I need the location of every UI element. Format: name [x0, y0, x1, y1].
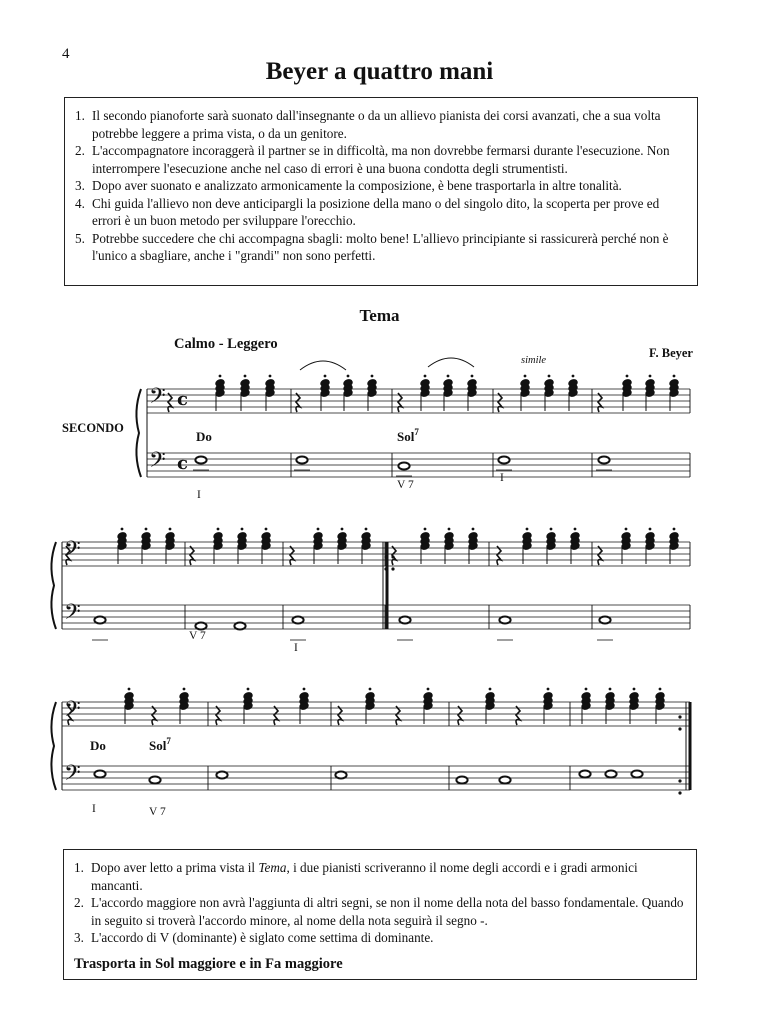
transpose-instruction: Trasporta in Sol maggiore e in Fa maggiore — [74, 955, 343, 972]
quarter-rest — [598, 393, 602, 412]
whole-note — [234, 623, 245, 630]
staccato-dot — [471, 375, 474, 378]
time-signature: c — [177, 453, 188, 474]
exercise-item — [74, 859, 686, 894]
bass-clef: 𝄢 — [149, 384, 166, 414]
staccato-dot — [183, 688, 186, 691]
system-brace — [51, 542, 56, 629]
quarter-rest — [498, 393, 502, 412]
whole-note — [149, 777, 160, 784]
staccato-dot — [649, 528, 652, 531]
repeat-dot — [384, 567, 387, 570]
staccato-dot — [219, 375, 222, 378]
item-number: 2. — [74, 895, 84, 910]
staccato-dot — [365, 528, 368, 531]
slur — [300, 361, 346, 370]
chord-label: Sol$^7$ — [149, 736, 171, 753]
whole-note — [335, 772, 346, 779]
bass-clef: 𝄢 — [64, 761, 81, 791]
whole-note — [499, 777, 510, 784]
whole-note — [94, 771, 105, 778]
staccato-dot — [472, 528, 475, 531]
chord-label: Do — [90, 738, 106, 753]
item-text: L'accompagnatore incoraggerà il partner se in difficoltà, ma non dovrebbe fermarsi durante l'esecuzione. Non interrompere l'esecuzione anche nel caso di errori è una buona condotta degli strumentisti. — [92, 143, 670, 176]
quarter-rest — [598, 546, 602, 565]
staccato-dot — [447, 375, 450, 378]
staccato-dot — [369, 688, 372, 691]
staccato-dot — [241, 528, 244, 531]
instrument-label: SECONDO — [62, 421, 124, 435]
section-title: Tema — [359, 306, 400, 325]
page-number: 4 — [62, 46, 70, 62]
staccato-dot — [526, 528, 529, 531]
staccato-dot — [448, 528, 451, 531]
staccato-dot — [673, 528, 676, 531]
expression-mark: simile — [521, 355, 547, 366]
staccato-dot — [609, 688, 612, 691]
staccato-dot — [169, 528, 172, 531]
page-title: Beyer a quattro mani — [265, 58, 494, 85]
staccato-dot — [128, 688, 131, 691]
staccato-dot — [341, 528, 344, 531]
whole-note — [605, 771, 616, 778]
staccato-dot — [659, 688, 662, 691]
whole-note — [216, 772, 227, 779]
degree-label: I — [500, 472, 504, 484]
bass-clef: 𝄢 — [64, 600, 81, 630]
item-text: L'accordo di V (dominante) è siglato come settima di dominante. — [91, 930, 434, 945]
tempo-marking: Calmo - Leggero — [174, 336, 278, 352]
item-text: L'accordo maggiore non avrà l'aggiunta di altri segni, se non il nome della nota del basso fondamentale. Quando in seguito si troverà l'accordo minore, al nome della nota seguirà il segno -. — [91, 895, 684, 928]
degree-label: V 7 — [189, 630, 206, 642]
degree-label: V 7 — [397, 479, 414, 491]
item-number: 4. — [75, 195, 85, 211]
staccato-dot — [625, 528, 628, 531]
item-text: Il secondo pianoforte sarà suonato dall'insegnante o da un allievo pianista dei corsi avanzati, che a sua volta potrebbe leggere a prima vista, o da un genitore. — [92, 108, 661, 141]
staccato-dot — [371, 375, 374, 378]
staccato-dot — [649, 375, 652, 378]
staccato-dot — [145, 528, 148, 531]
item-number: 3. — [75, 178, 85, 193]
item-text: Dopo aver letto a prima vista il — [91, 860, 259, 875]
whole-note — [195, 457, 206, 464]
item-text: Chi guida l'allievo non deve anticipargli la posizione della mano o del singolo dito, la scoperta per prove ed errori è un buon metodo per sviluppare l'orecchio. — [92, 195, 660, 228]
repeat-dot — [678, 715, 681, 718]
quarter-rest — [168, 393, 172, 412]
quarter-rest — [338, 706, 342, 725]
staccato-dot — [217, 528, 220, 531]
whole-note — [398, 463, 409, 470]
exercise-list — [74, 859, 686, 947]
quarter-rest — [497, 546, 501, 565]
system-brace — [136, 389, 141, 477]
degree-label: I — [197, 489, 201, 501]
staccato-dot — [317, 528, 320, 531]
slur — [428, 358, 474, 367]
staccato-dot — [324, 375, 327, 378]
degree-label: I — [92, 803, 96, 815]
staccato-dot — [424, 528, 427, 531]
whole-note — [399, 617, 410, 624]
degree-label: V 7 — [149, 806, 166, 818]
quarter-rest — [290, 546, 294, 565]
staccato-dot — [585, 688, 588, 691]
exercise-item — [74, 894, 686, 929]
time-signature: c — [177, 389, 188, 410]
bass-clef: 𝄢 — [149, 448, 166, 478]
repeat-dot — [384, 555, 387, 558]
staccato-dot — [247, 688, 250, 691]
staccato-dot — [121, 528, 124, 531]
quarter-rest — [516, 706, 520, 725]
staccato-dot — [548, 375, 551, 378]
staccato-dot — [489, 688, 492, 691]
quarter-rest — [458, 706, 462, 725]
staccato-dot — [633, 688, 636, 691]
staccato-dot — [673, 375, 676, 378]
repeat-dot — [678, 791, 681, 794]
item-number: 3. — [74, 930, 84, 945]
quarter-rest — [274, 706, 278, 725]
chord-label: Sol$^7$ — [397, 427, 419, 444]
item-emphasis: Tema — [258, 860, 287, 875]
staccato-dot — [572, 375, 575, 378]
whole-note — [631, 771, 642, 778]
composer-name: F. Beyer — [649, 346, 693, 360]
staccato-dot — [626, 375, 629, 378]
item-number: 2. — [75, 143, 85, 158]
system-brace — [51, 702, 56, 790]
chord-label: Do — [196, 429, 212, 444]
exercise-item — [74, 929, 686, 947]
quarter-rest — [398, 393, 402, 412]
item-text: , i due pianisti scriveranno il nome degli accordi e i gradi armonici mancanti. — [91, 860, 638, 893]
staccato-dot — [347, 375, 350, 378]
whole-note — [94, 617, 105, 624]
whole-note — [195, 623, 206, 630]
item-number: 1. — [74, 860, 84, 875]
whole-note — [498, 457, 509, 464]
bass-clef: 𝄢 — [64, 697, 81, 727]
exercise-box — [63, 849, 697, 980]
whole-note — [456, 777, 467, 784]
item-number: 5. — [75, 230, 85, 246]
whole-note — [499, 617, 510, 624]
staccato-dot — [424, 375, 427, 378]
whole-note — [296, 457, 307, 464]
whole-note — [598, 457, 609, 464]
whole-note — [579, 771, 590, 778]
quarter-rest — [396, 706, 400, 725]
staccato-dot — [244, 375, 247, 378]
quarter-rest — [296, 393, 300, 412]
staccato-dot — [269, 375, 272, 378]
item-text: Potrebbe succedere che chi accompagna sbagli: molto bene! L'allievo principiante si rassicurerà perché non è l'unico a sbagliare, anche i "grandi" non sono perfetti. — [92, 230, 669, 263]
whole-note — [599, 617, 610, 624]
item-text: Dopo aver suonato e analizzato armonicamente la composizione, è bene trasportarla in altre tonalità. — [92, 178, 622, 193]
whole-note — [292, 617, 303, 624]
quarter-rest — [216, 706, 220, 725]
repeat-dot — [678, 779, 681, 782]
staccato-dot — [427, 688, 430, 691]
staccato-dot — [550, 528, 553, 531]
staccato-dot — [265, 528, 268, 531]
staccato-dot — [524, 375, 527, 378]
notation-layer — [51, 358, 690, 795]
repeat-dot — [391, 567, 394, 570]
degree-label: I — [294, 642, 298, 654]
bass-clef: 𝄢 — [64, 537, 81, 567]
repeat-dot — [678, 727, 681, 730]
item-number: 1. — [75, 108, 85, 123]
staccato-dot — [547, 688, 550, 691]
staccato-dot — [303, 688, 306, 691]
staccato-dot — [574, 528, 577, 531]
quarter-rest — [190, 546, 194, 565]
repeat-dot — [391, 555, 394, 558]
quarter-rest — [152, 706, 156, 725]
